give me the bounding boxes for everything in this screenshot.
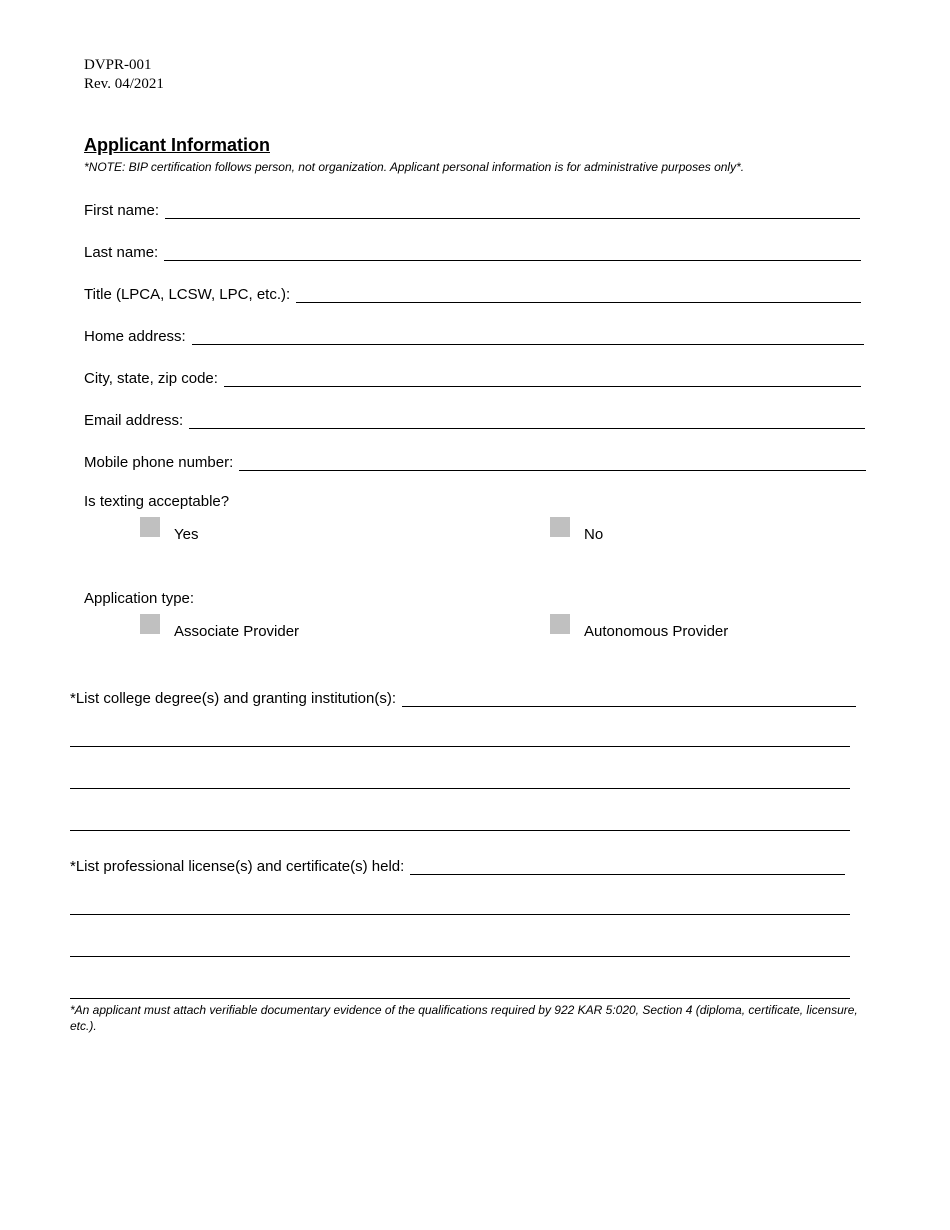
home-address-field[interactable] xyxy=(84,323,864,345)
licenses-line-2[interactable] xyxy=(70,914,850,915)
title-field[interactable] xyxy=(84,281,861,303)
degrees-field[interactable] xyxy=(70,685,856,707)
title-input[interactable] xyxy=(296,284,861,303)
city-state-zip-label: City, state, zip code: xyxy=(84,370,218,387)
licenses-field[interactable] xyxy=(70,853,845,875)
autonomous-provider-label: Autonomous Provider xyxy=(584,622,729,640)
autonomous-provider-checkbox[interactable] xyxy=(550,614,570,634)
licenses-input[interactable] xyxy=(410,856,845,875)
degrees-input[interactable] xyxy=(402,688,856,707)
footnote: *An applicant must attach verifiable documentary evidence of the qualifications required by 922 KAR 5:020, Section 4 (diploma, certificate, licensure, etc.). xyxy=(70,1003,858,1033)
mobile-phone-field[interactable] xyxy=(84,449,866,471)
associate-provider-option[interactable] xyxy=(140,621,299,641)
degrees-line-3[interactable] xyxy=(70,788,850,789)
city-state-zip-field[interactable] xyxy=(84,365,861,387)
first-name-input[interactable] xyxy=(165,200,860,219)
section-note: *NOTE: BIP certification follows person, not organization. Applicant personal information is for administrative purposes only*. xyxy=(84,160,745,174)
associate-provider-label: Associate Provider xyxy=(174,622,300,640)
last-name-label: Last name: xyxy=(84,244,159,261)
city-state-zip-input[interactable] xyxy=(224,368,861,387)
home-address-input[interactable] xyxy=(192,326,864,345)
texting-no-option[interactable] xyxy=(550,524,603,544)
application-type-question: Application type: xyxy=(84,590,195,607)
texting-no-label: No xyxy=(584,525,604,543)
licenses-line-4[interactable] xyxy=(70,998,850,999)
last-name-field[interactable] xyxy=(84,239,861,261)
last-name-input[interactable] xyxy=(164,242,861,261)
degrees-line-4[interactable] xyxy=(70,830,850,831)
licenses-label: *List professional license(s) and certificate(s) held: xyxy=(70,858,405,875)
first-name-label: First name: xyxy=(84,202,160,219)
form-code: DVPR-001 xyxy=(84,57,152,73)
email-label: Email address: xyxy=(84,412,184,429)
licenses-line-3[interactable] xyxy=(70,956,850,957)
texting-yes-label: Yes xyxy=(174,525,199,543)
home-address-label: Home address: xyxy=(84,328,186,345)
texting-question: Is texting acceptable? xyxy=(84,493,230,510)
associate-provider-checkbox[interactable] xyxy=(140,614,160,634)
degrees-label: *List college degree(s) and granting institution(s): xyxy=(70,690,397,707)
texting-no-checkbox[interactable] xyxy=(550,517,570,537)
texting-yes-option[interactable] xyxy=(140,524,198,544)
email-input[interactable] xyxy=(189,410,865,429)
title-label: Title (LPCA, LCSW, LPC, etc.): xyxy=(84,286,291,303)
degrees-line-2[interactable] xyxy=(70,746,850,747)
first-name-field[interactable] xyxy=(84,197,860,219)
form-header xyxy=(84,56,164,94)
form-revision: Rev. 04/2021 xyxy=(84,76,164,92)
email-field[interactable] xyxy=(84,407,865,429)
texting-yes-checkbox[interactable] xyxy=(140,517,160,537)
mobile-phone-label: Mobile phone number: xyxy=(84,454,234,471)
mobile-phone-input[interactable] xyxy=(239,452,866,471)
autonomous-provider-option[interactable] xyxy=(550,621,728,641)
section-title: Applicant Information xyxy=(84,135,270,155)
